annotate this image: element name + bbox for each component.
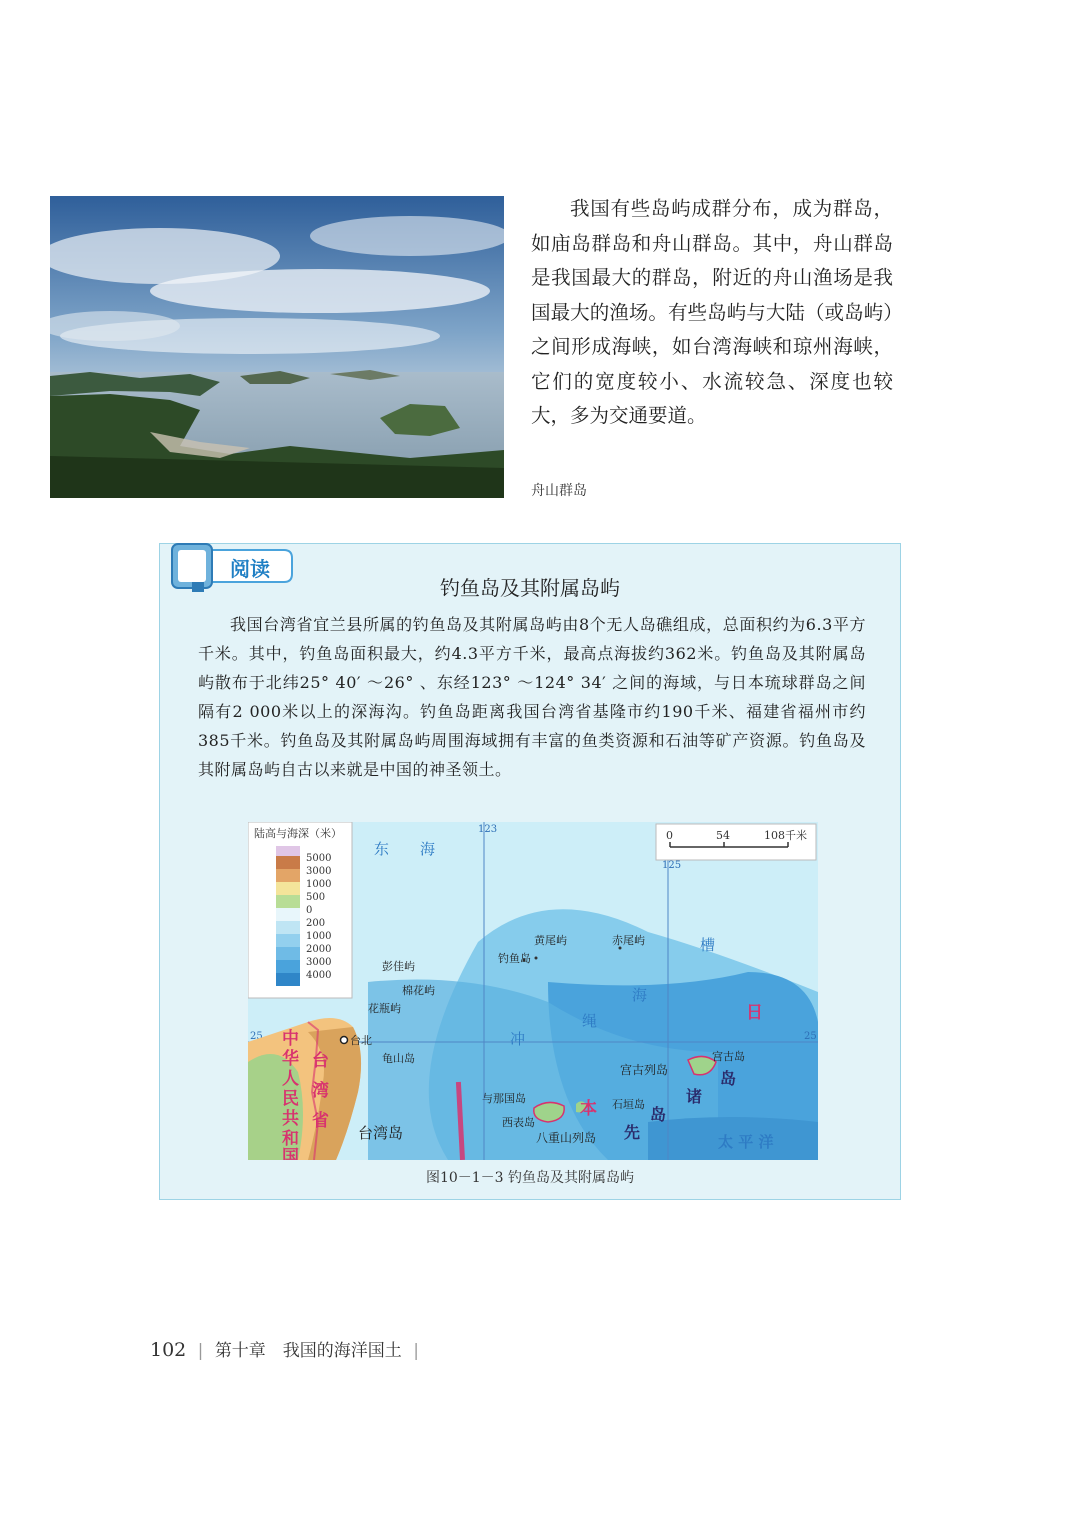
reading-badge-label: 阅读 [230, 557, 270, 581]
prc-char-2: 华 [282, 1049, 299, 1069]
photo-caption: 舟山群岛 [531, 483, 587, 499]
diaoyu-label: 钓鱼岛 [498, 952, 531, 965]
prc-char-6: 和 [282, 1129, 299, 1149]
reading-title: 钓鱼岛及其附属岛屿 [440, 576, 620, 600]
miyako-label: 宫古岛 [712, 1050, 745, 1063]
okinawa-trough-label-4: 槽 [700, 936, 716, 954]
sakishima-char-4: 岛 [720, 1069, 737, 1088]
legend-land-500: 500 [306, 892, 326, 903]
taiwan-province-char-2: 湾 [312, 1081, 329, 1101]
legend-sea-3000: 3000 [306, 957, 332, 968]
prc-char-7: 国 [282, 1147, 299, 1160]
figure-caption: 图10－1－3 钓鱼岛及其附属岛屿 [425, 1170, 635, 1186]
legend-land-3000: 3000 [306, 866, 332, 877]
page-footer [150, 1336, 425, 1361]
mianhua-label: 棉花屿 [402, 984, 435, 997]
taipei-label: 台北 [350, 1034, 372, 1047]
scale-zero: 0 [666, 829, 673, 842]
iriomote-label: 西表岛 [502, 1116, 535, 1129]
huaping-label: 花瓶屿 [368, 1002, 401, 1015]
lat-25-right-label: 25 [804, 1031, 817, 1042]
guishan-label: 龟山岛 [382, 1052, 415, 1065]
chiwei-label: 赤尾屿 [612, 934, 645, 947]
legend-sea-200: 200 [306, 918, 326, 929]
miyako-islands-label: 宫古列岛 [620, 1063, 669, 1077]
east-sea-label-1: 东 [374, 840, 390, 858]
taiwan-province-char-1: 台 [312, 1051, 329, 1071]
scale-end: 108千米 [764, 829, 807, 842]
footer-divider-end: | [413, 1341, 419, 1361]
east-sea-label-2: 海 [420, 840, 436, 858]
legend-land-1000: 1000 [306, 879, 332, 890]
legend-land-5000: 5000 [306, 853, 332, 864]
scale-mid: 54 [716, 829, 730, 842]
yaeyama-label: 八重山列岛 [536, 1131, 597, 1145]
japan-ri-label: 日 [746, 1003, 763, 1023]
sakishima-char-2: 岛 [650, 1105, 667, 1124]
legend-sea-1000: 1000 [306, 931, 332, 942]
yonaguni-label: 与那国岛 [482, 1092, 526, 1105]
pacific-label: 太 平 洋 [718, 1133, 774, 1151]
diaoyu-map [248, 822, 818, 1160]
legend-sea-2000: 2000 [306, 944, 332, 955]
okinawa-trough-label-1: 冲 [510, 1030, 526, 1048]
intro-paragraph: 我国有些岛屿成群分布，成为群岛，如庙岛群岛和舟山群岛。其中，舟山群岛是我国最大的群岛，附近的舟山渔场是我国最大的渔场。有些岛屿与大陆（或岛屿）之间形成海峡，如台湾海峡和琼州海峡，它们的宽度较小、水流较急、深度也较大，多为交通要道。 [531, 197, 893, 427]
lon-125-label: 125 [662, 860, 682, 871]
okinawa-trough-label-2: 绳 [582, 1012, 598, 1030]
chapter-title: 第十章 我国的海洋国土 [214, 1341, 402, 1361]
prc-char-3: 人 [282, 1069, 299, 1089]
huangwei-label: 黄尾屿 [534, 934, 567, 947]
lon-123-label: 123 [478, 824, 498, 835]
sakishima-char-3: 诸 [686, 1087, 703, 1106]
reading-text: 我国台湾省宜兰县所属的钓鱼岛及其附属岛屿由8个无人岛礁组成，总面积约为6.3平方千米。其中，钓鱼岛面积最大，约4.3平方千米，最高点海拔约362米。钓鱼岛及其附属岛屿散布于北纬25° 40′ ～26° 、东经123° ～124° 34′ 之间的海域，与日本琉球群岛之间隔有2 000米以上的深海沟。钓鱼岛距离我国台湾省基隆市约190千米、福建省福州市约385千米。钓鱼岛及其附属岛屿周围海域拥有丰富的鱼类资源和石油等矿产资源。钓鱼岛及其附属岛屿自古以来就是中国的神圣领土。 [198, 615, 866, 779]
ishigaki-label: 石垣岛 [612, 1098, 645, 1111]
legend-sea-4000: 4000 [306, 970, 332, 981]
lat-25-left-label: 25 [250, 1031, 263, 1042]
sakishima-char-1: 先 [624, 1123, 641, 1142]
taipei-marker [341, 1037, 348, 1044]
zhoushan-photo [50, 196, 504, 498]
taiwan-province-char-3: 省 [312, 1111, 329, 1131]
prc-char-4: 民 [282, 1089, 299, 1109]
pengjia-label: 彭佳屿 [382, 960, 415, 973]
footer-divider: | [197, 1341, 204, 1361]
taiwan-island-label: 台湾岛 [358, 1124, 404, 1142]
okinawa-trough-label-3: 海 [632, 986, 648, 1004]
prc-char-5: 共 [282, 1109, 299, 1129]
legend-land-0: 0 [306, 905, 313, 916]
prc-char-1: 中 [282, 1029, 299, 1049]
page-number: 102 [150, 1339, 187, 1361]
legend-title: 陆高与海深（米） [254, 827, 342, 840]
japan-ben-label: 本 [580, 1099, 597, 1119]
